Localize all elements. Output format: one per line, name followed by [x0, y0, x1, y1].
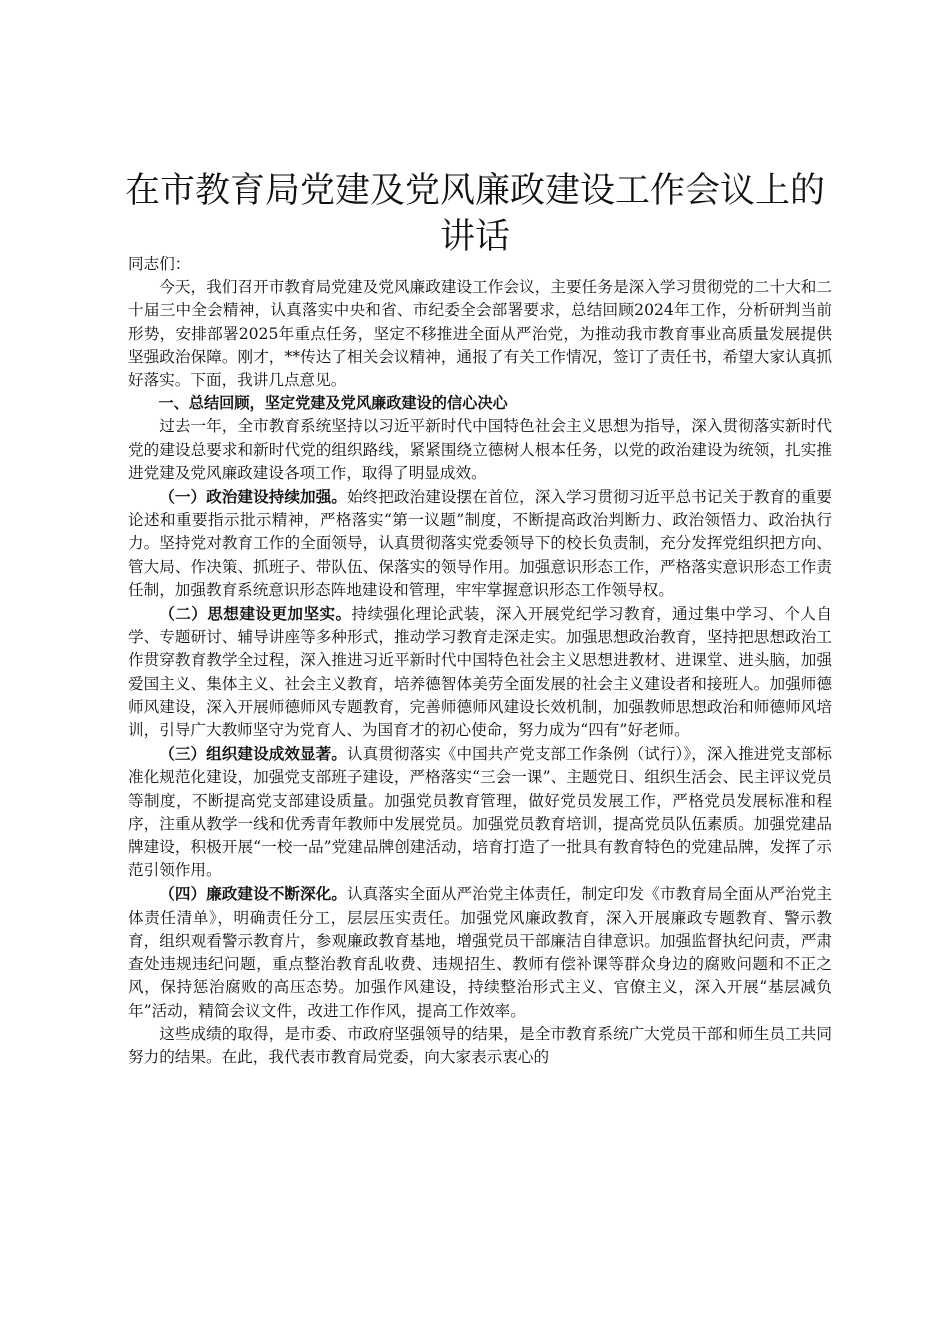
document-body: [128, 253, 832, 1069]
item-3-paragraph: [128, 742, 832, 882]
title-line-1: 在市教育局党建及党风廉政建设工作会议上的: [124, 171, 825, 211]
item-3-lead: （三）组织建设成效显著。: [159, 744, 347, 764]
item-4-text: 认真落实全面从严治党主体责任，制定印发《市教育局全面从严治党主体责任清单》，明确责任分工，层层压实责任。加强党风廉政教育，深入开展廉政专题教育、警示教育，组织观看警示教育片，参观廉政教育基地，增强党员干部廉洁自律意识。加强监督执纪问责，严肃查处违规违纪问题，重点整治教育乱收费、违规招生、教师有偿补课等群众身边的腐败问题和不正之风，保持惩治腐败的高压态势。加强作风建设，持续整治形式主义、官僚主义，深入开展“基层减负年”活动，精简会议文件，改进工作作风，提高工作效率。: [128, 885, 832, 1020]
section-1-intro-paragraph: 过去一年，全市教育系统坚持以习近平新时代中国特色社会主义思想为指导，深入贯彻落实新时代党的建设总要求和新时代党的组织路线，紧紧围绕立德树人根本任务，以党的政治建设为统领，扎实推进党建及党风廉政建设各项工作，取得了明显成效。: [128, 417, 832, 482]
intro-paragraph: 今天，我们召开市教育局党建及党风廉政建设工作会议，主要任务是深入学习贯彻党的二十大和二十届三中全会精神，认真落实中央和省、市纪委全会部署要求，总结回顾2024年工作，分析研判当前形势，安排部署2025年重点任务，坚定不移推进全面从严治党，为推动我市教育事业高质量发展提供坚强政治保障。刚才，**传达了相关会议精神，通报了有关工作情况，签订了责任书，希望大家认真抓好落实。下面，我讲几点意见。: [128, 278, 832, 390]
salutation: 同志们：: [128, 255, 191, 273]
item-3-text: 认真贯彻落实《中国共产党支部工作条例（试行）》，深入推进党支部标准化规范化建设，加强党支部班子建设，严格落实“三会一课”、主题党日、组织生活会、民主评议党员等制度，不断提高党支部建设质量。加强党员教育管理，做好党员发展工作，严格党员发展标准和程序，注重从教学一线和优秀青年教师中发展党员。加强党员教育培训，提高党员队伍素质。加强党建品牌建设，积极开展“一校一品”党建品牌创建活动，培育打造了一批具有教育特色的党建品牌，发挥了示范引领作用。: [128, 745, 832, 880]
item-1-text: 始终把政治建设摆在首位，深入学习贯彻习近平总书记关于教育的重要论述和重要指示批示精神，严格落实“第一议题”制度，不断提高政治判断力、政治领悟力、政治执行力。坚持党对教育工作的全面领导，认真贯彻落实党委领导下的校长负责制，充分发挥党组织把方向、管大局、作决策、抓班子、带队伍、保落实的领导作用。加强意识形态工作，严格落实意识形态工作责任制，加强教育系统意识形态阵地建设和管理，牢牢掌握意识形态工作领导权。: [128, 488, 832, 599]
item-1-paragraph: [128, 485, 832, 602]
item-2-lead: （二）思想建设更加坚实。: [159, 604, 352, 624]
item-1-lead: （一）政治建设持续加强。: [159, 487, 347, 507]
title-line-2: 讲话: [439, 217, 510, 257]
section-heading-1: 一、总结回顾，坚定党建及党风廉政建设的信心决心: [158, 394, 508, 413]
item-4-paragraph: [128, 882, 832, 1022]
closing-paragraph: 这些成绩的取得，是市委、市政府坚强领导的结果，是全市教育系统广大党员干部和师生员工共同努力的结果。在此，我代表市教育局党委，向大家表示衷心的: [128, 1024, 832, 1066]
item-2-paragraph: [128, 602, 832, 742]
document-title: [100, 168, 850, 260]
item-2-text: 持续强化理论武装，深入开展党纪学习教育，通过集中学习、个人自学、专题研讨、辅导讲座等多种形式，推动学习教育走深走实。加强思想政治教育，坚持把思想政治工作贯穿教育教学全过程，深入推进习近平新时代中国特色社会主义思想进教材、进课堂、进头脑，加强爱国主义、集体主义、社会主义教育，培养德智体美劳全面发展的社会主义建设者和接班人。加强师德师风建设，深入开展师德师风专题教育，完善师德师风建设长效机制，加强教师思想政治和师德师风培训，引导广大教师坚守为党育人、为国育才的初心使命，努力成为“四有”好老师。: [128, 605, 832, 740]
item-4-lead: （四）廉政建设不断深化。: [159, 884, 347, 904]
